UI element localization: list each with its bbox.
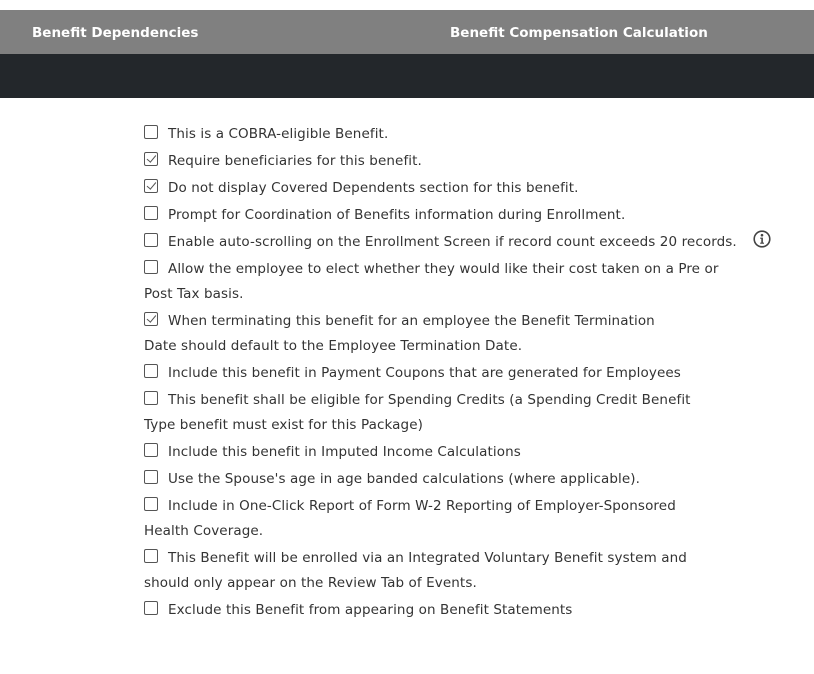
option-label: This Benefit will be enrolled via an Integrated Voluntary Benefit system and [168, 550, 687, 566]
option-label: Do not display Covered Dependents section for this benefit. [168, 180, 579, 196]
checkbox[interactable] [144, 125, 158, 139]
option-imputed-income [144, 440, 784, 465]
checkbox[interactable] [144, 179, 158, 193]
option-label-cont: Type benefit must exist for this Package) [144, 417, 423, 433]
option-integrated-voluntary [144, 546, 784, 596]
checkbox[interactable] [144, 549, 158, 563]
option-require-beneficiaries [144, 149, 784, 174]
info-icon[interactable] [753, 230, 771, 248]
checkbox[interactable] [144, 470, 158, 484]
option-label: Include this benefit in Imputed Income Calculations [168, 444, 521, 460]
checkbox[interactable] [144, 312, 158, 326]
option-label-cont: should only appear on the Review Tab of Events. [144, 575, 477, 591]
tab-benefit-compensation-calculation[interactable]: Benefit Compensation Calculation [450, 25, 708, 41]
option-coordination-of-benefits [144, 203, 784, 228]
option-spouse-age-banded [144, 467, 784, 492]
benefit-options-list [144, 122, 784, 625]
option-pre-post-tax [144, 257, 784, 307]
option-w2-reporting [144, 494, 784, 544]
option-auto-scrolling [144, 230, 784, 255]
tab-bar [0, 10, 814, 54]
option-label: Use the Spouse's age in age banded calculations (where applicable). [168, 471, 641, 487]
tab-benefit-dependencies[interactable]: Benefit Dependencies [32, 25, 199, 41]
option-label: Include in One-Click Report of Form W-2 Reporting of Employer-Sponsored [168, 498, 676, 514]
option-label: Require beneficiaries for this benefit. [168, 153, 422, 169]
checkbox[interactable] [144, 260, 158, 274]
checkbox[interactable] [144, 601, 158, 615]
option-label: Prompt for Coordination of Benefits information during Enrollment. [168, 207, 626, 223]
checkbox[interactable] [144, 364, 158, 378]
option-exclude-statements [144, 598, 784, 623]
option-payment-coupons [144, 361, 784, 386]
option-label-cont: Post Tax basis. [144, 286, 244, 302]
option-spending-credits [144, 388, 784, 438]
option-cobra-eligible [144, 122, 784, 147]
option-label: This benefit shall be eligible for Spending Credits (a Spending Credit Benefit [168, 392, 691, 408]
option-hide-covered-dependents [144, 176, 784, 201]
checkbox[interactable] [144, 497, 158, 511]
option-label: This is a COBRA-eligible Benefit. [168, 126, 389, 142]
checkbox[interactable] [144, 152, 158, 166]
option-label-cont: Health Coverage. [144, 523, 264, 539]
option-label: When terminating this benefit for an employee the Benefit Termination [168, 313, 655, 329]
toolbar-strip [0, 54, 814, 98]
option-label: Include this benefit in Payment Coupons that are generated for Employees [168, 365, 681, 381]
option-label: Exclude this Benefit from appearing on Benefit Statements [168, 602, 573, 618]
checkbox[interactable] [144, 391, 158, 405]
option-label-cont: Date should default to the Employee Termination Date. [144, 338, 523, 354]
option-label: Enable auto-scrolling on the Enrollment Screen if record count exceeds 20 records. [168, 234, 737, 250]
option-termination-date-default [144, 309, 784, 359]
checkbox[interactable] [144, 206, 158, 220]
checkbox[interactable] [144, 443, 158, 457]
option-label: Allow the employee to elect whether they would like their cost taken on a Pre or [168, 261, 719, 277]
checkbox[interactable] [144, 233, 158, 247]
